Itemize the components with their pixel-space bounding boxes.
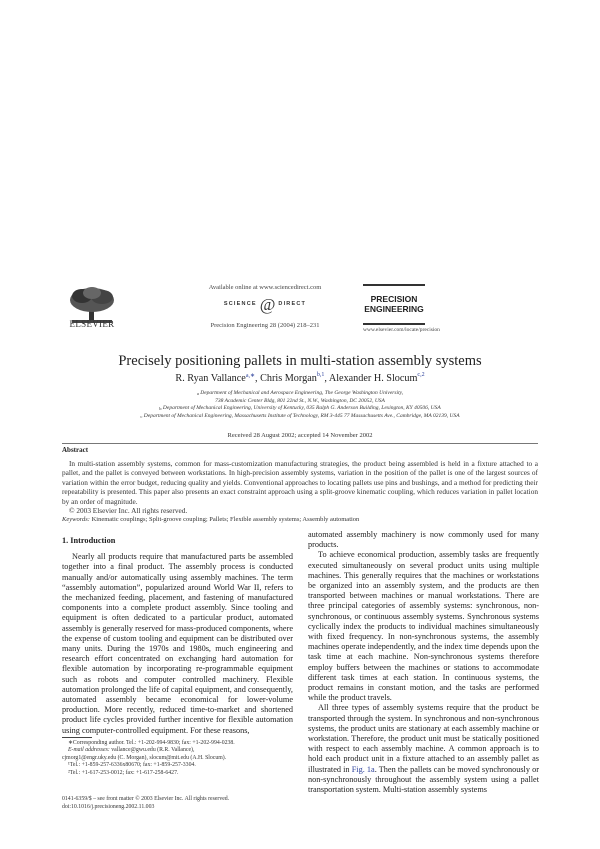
email-link[interactable]: vallance@gwu.edu (R.R. Vallance),: [111, 747, 195, 754]
author-name: Chris Morgan: [260, 373, 317, 384]
divider: [62, 443, 538, 444]
author-affil-link[interactable]: c,2: [417, 372, 425, 378]
sd-logo-left: SCIENCE: [223, 301, 257, 307]
affil-marker: b: [159, 406, 162, 411]
affiliation-cont: 738 Academic Center Bldg, 801 22nd St., N.W., Washington, DC 20052, USA: [215, 397, 385, 404]
paragraph-text: . Then the pallets can be moved synchronously or non-synchronously throughout the assembly system using a pallet transportation system. Multi-station assembly systems: [308, 764, 539, 795]
left-column: [62, 536, 293, 736]
issn-info: [62, 795, 302, 811]
abstract-text: In multi-station assembly systems, common for mass-customization manufacturing strategies, the product being assembled is held in a fixture attached to a pallet, and the pallet is conveyed between workstations. In high-precision assembly systems, variation in the position of the pallet is one of the largest sources of variation within the error budget, reducing quality and yields. Conventional approaches to locating pallets use pins and bushings, and a method for predicting their repeatability is presented. This paper also presents an exact constraint approach using a split-groove kinematic coupling, which reduces variation in pallet location by an order of magnitude.: [62, 459, 538, 506]
author-affil-link[interactable]: a,∗: [245, 373, 256, 379]
affil-text: Department of Mechanical and Aerospace Engineering, The George Washington University,: [200, 390, 404, 396]
sd-logo-right: DIRECT: [278, 301, 307, 307]
keywords-label: Keywords:: [62, 516, 90, 523]
author-affil-link[interactable]: b,1: [316, 372, 325, 378]
affiliation: [60, 390, 540, 398]
abstract: [62, 459, 538, 515]
affiliation: [60, 413, 540, 421]
paragraph: Nearly all products require that manufactured parts be assembled together into a final product. The assembly process is conducted manually and/or automatically using assembly machines. The term “assembly automation”, popularized around World War II, refers to the mechanized feeding, placement, and fastening of manufactured components into a complete product assembly. Since tooling and equipment is often dedicated to a particular product, automated assembly is generally reserved for mass-produced components, where the expense of custom tooling and equipment can be distributed over many units. During the 1970s and 1980s, much engineering and research effort concentrated on exchanging hard automation for flexible automation by incorporating re-programmable equipment such as robots and computer controlled machinery. Flexible automation prolonged the life of capital equipment, and consequently, automated assembly became economical for lower-volume production. More recently, reduced time-to-market and shortened product life cycles provided further incentive for flexible automation using computer-controlled equipment. For these reasons,: [62, 552, 293, 735]
sd-logo-at: @: [259, 294, 276, 314]
issn-line: 0141-6359/$ – see front matter © 2003 Elsevier Inc. All rights reserved.: [62, 796, 230, 802]
paragraph: [308, 703, 539, 795]
author-name: Alexander H. Slocum: [328, 373, 418, 384]
masthead-rule: [363, 323, 425, 325]
paragraph: To achieve economical production, assembly tasks are frequently executed simultaneously on several product units using multiple machines. This generally requires that the machines or workstations be organized into an assembly system, and the products are then transported between machines or manual workstations. There are three principal categories of assembly systems: synchronous, non-synchronous, or continuous assembly systems. Synchronous systems cyclically index the products to individual machines simultaneously with fixed frequency. In non-synchronous systems, the assembly machines operate independently, and the index time depends upon the task time at each machine. Non-synchronous systems therefore employ buffers between the machines or stations to accommodate different task times at each station. In continuous systems, the product remains in constant motion, and the tasks are performed while the product travels.: [308, 550, 539, 703]
affiliations: [60, 390, 540, 420]
affil-text: Department of Mechanical Engineering, Massachusetts Institute of Technology, RM 3-445 77 Massachusetts Ave., Cambridge, MA 02139, USA: [143, 412, 460, 419]
masthead-rule: [363, 284, 425, 286]
paragraph: automated assembly machinery is now commonly used for many products.: [308, 530, 539, 550]
received-dates: Received 28 August 2002; accepted 14 November 2002: [227, 432, 373, 439]
section-heading: 1. Introduction: [62, 536, 116, 545]
keywords-list: Kinematic couplings; Split-groove coupling; Pallets; Flexible assembly systems; Assembly automation: [91, 516, 360, 523]
journal-reference: Precision Engineering 28 (2004) 218–231: [210, 322, 320, 329]
journal-title: [363, 294, 425, 314]
affil-text: Department of Mechanical Engineering, University of Kentucky, 035 Ralph G. Anderson Building, Lexington, KY 40506, USA: [162, 405, 441, 411]
copyright: © 2003 Elsevier Inc. All rights reserved.: [69, 506, 188, 516]
affiliation: [60, 405, 540, 413]
right-column: [308, 530, 539, 795]
journal-title-line: PRECISION: [370, 294, 418, 304]
footnote-email: [62, 747, 302, 754]
author-name: R. Ryan Vallance: [175, 373, 246, 384]
footnote-email-cont[interactable]: cjmorg1@engr.uky.edu (C. Morgan), slocum@mit.edu (A.H. Slocum).: [62, 754, 227, 761]
affil-marker: c: [140, 413, 143, 419]
journal-title-line: ENGINEERING: [364, 304, 424, 314]
journal-masthead: [363, 284, 440, 333]
keywords: [62, 516, 538, 523]
paragraph-text: All three types of assembly systems require that the product be transported through the system. In synchronous and non-synchronous systems, the product units are stationary at each assembly machine or workstation. Therefore, the product unit must be statically positioned with respect to each assembly machine. A common approach is to hold each product unit in a fixture attached to an assembly pallet as illustrated in: [308, 703, 539, 774]
sciencedirect-logo: [180, 295, 350, 313]
footnotes: [62, 740, 302, 777]
affil-marker: a: [196, 391, 199, 396]
doi-link[interactable]: doi:10.1016/j.precisioneng.2002.11.003: [62, 804, 155, 810]
figure-link[interactable]: Fig. 1a: [351, 764, 375, 774]
footnote-2: ²Tel.: +1-617-253-0012; fax: +1-617-258-6427.: [68, 769, 179, 776]
footnote-1: ¹Tel.: +1-859-257-6336x80670; fax: +1-859-257-3304.: [68, 762, 196, 769]
publisher-logo-text: ELSEVIER: [69, 319, 115, 329]
journal-url-link[interactable]: www.elsevier.com/locate/precision: [363, 327, 440, 333]
abstract-heading: Abstract: [62, 446, 89, 454]
article-title: Precisely positioning pallets in multi-station assembly systems: [118, 353, 482, 369]
author-list: R. Ryan Vallance$^{a,∗}$, Chris Morgan$^{b,1}$, Alexander H. Slocum$^{c,2}$: [175, 372, 425, 384]
footnote-rule: [62, 737, 92, 738]
footnote-corresponding: ∗Corresponding author. Tel.: +1-202-994-9830; fax: +1-202-994-0238.: [68, 740, 235, 746]
available-online-link[interactable]: Available online at www.sciencedirect.com: [208, 284, 322, 291]
email-label: E-mail addresses:: [68, 747, 110, 754]
